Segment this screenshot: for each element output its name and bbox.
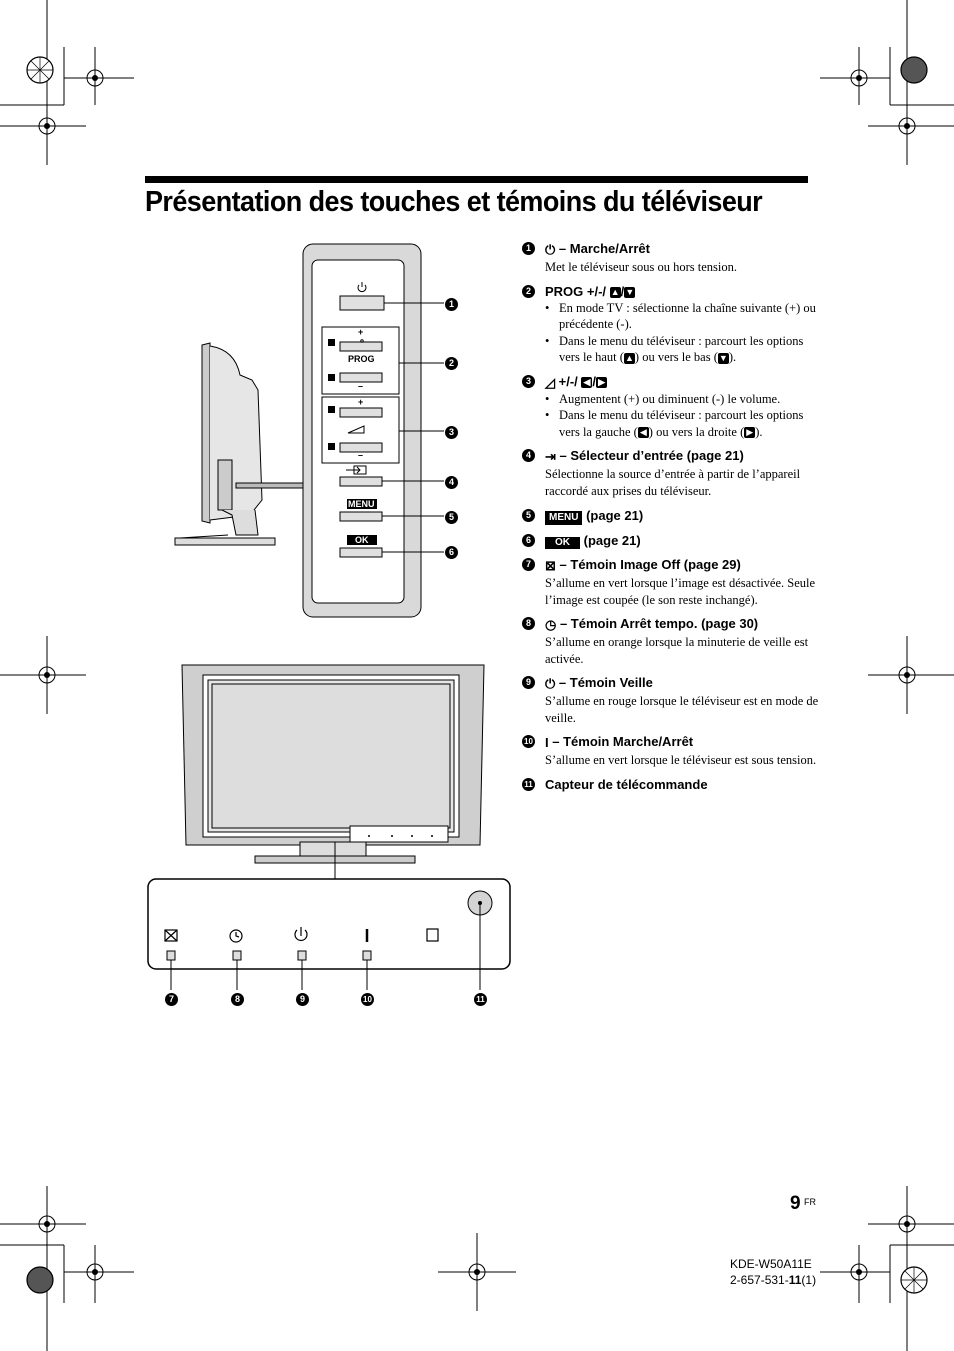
page-number: 9 (790, 1193, 801, 1214)
item-heading: Capteur de télécommande (545, 776, 708, 792)
list-item-1 (522, 240, 822, 276)
item-number: 10 (522, 735, 535, 748)
item-heading: (page 21) (583, 533, 641, 549)
document-code (730, 1272, 816, 1288)
item-description: S’allume en rouge lorsque le téléviseur est en mode de veille. (545, 694, 819, 725)
bullet-text: ). (728, 350, 737, 365)
ok-badge: OK (545, 537, 580, 549)
item-number: 8 (522, 617, 535, 630)
callout-5: 5 (445, 511, 458, 524)
bullet: • En mode TV : sélectionne la chaîne suivante (+) ou précédente (-). (522, 300, 822, 333)
arrow-left-icon: ◀ (638, 427, 649, 438)
item-number: 11 (522, 778, 535, 791)
callout-3: 3 (445, 426, 458, 439)
list-item-11 (522, 776, 822, 793)
list-item-4 (522, 447, 822, 499)
callout-10: 10 (361, 993, 374, 1006)
item-number: 3 (522, 375, 535, 388)
tv-front-illustration (140, 660, 520, 990)
list-item-6 (522, 532, 822, 549)
input-select-icon: ⇥ (545, 449, 556, 465)
list-item-7 (522, 556, 822, 608)
bullet (522, 333, 822, 366)
standby-icon: ⏻ (545, 676, 556, 692)
bullet-text: ). (755, 424, 763, 439)
list-item-5 (522, 507, 822, 525)
arrow-right-icon: ▶ (744, 427, 755, 438)
menu-badge: MENU (545, 511, 582, 525)
item-number: 6 (522, 534, 535, 547)
item-description: S’allume en vert lorsque l’image est désactivée. Seule l’image est coupée (le son reste inchangé). (545, 576, 816, 607)
arrow-right-icon: ▶ (596, 377, 607, 388)
list-item-9 (522, 674, 822, 726)
callout-11: 11 (474, 993, 487, 1006)
item-heading: (page 21) (586, 508, 644, 524)
code-prefix: 2-657-531- (730, 1273, 789, 1287)
language-code: FR (804, 1197, 816, 1207)
panel-plus-vol: + (358, 397, 364, 407)
callout-7: 7 (165, 993, 178, 1006)
arrow-left-icon: ◀ (581, 377, 592, 388)
item-number: 5 (522, 509, 535, 522)
item-heading: – Sélecteur d’entrée (page 21) (559, 448, 744, 464)
item-number: 7 (522, 558, 535, 571)
bullet: • Augmentent (+) ou diminuent (-) le volume. (522, 391, 822, 408)
item-description: S’allume en orange lorsque la minuterie de veille est activée. (545, 635, 809, 666)
item-number: 4 (522, 449, 535, 462)
item-description: Met le téléviseur sous ou hors tension. (545, 260, 737, 275)
title-rule (145, 176, 808, 183)
panel-prog-label: PROG (348, 354, 375, 364)
bullet (522, 407, 822, 440)
item-number: 9 (522, 676, 535, 689)
power-icon: ⏻ (545, 242, 556, 258)
item-heading: PROG +/-/ (545, 283, 607, 299)
panel-menu-label: MENU (348, 499, 375, 509)
model-info (730, 1256, 816, 1288)
item-heading: – Marche/Arrêt (558, 241, 650, 256)
page-title: Présentation des touches et témoins du téléviseur (145, 186, 763, 218)
item-heading: – Témoin Marche/Arrêt (552, 734, 694, 750)
picture-off-icon: ⊠ (545, 558, 556, 574)
list-item-2: 2 PROG +/-/ ▲/▼ • En mode TV : sélectionne la chaîne suivante (+) ou précédente (-). • Dans le menu du téléviseur : parcourt les options vers le haut (▲) ou vers le bas (▼). (522, 283, 822, 366)
panel-minus-prog: – (358, 381, 364, 391)
arrow-down-icon: ▼ (718, 352, 728, 363)
callout-9: 9 (296, 993, 309, 1006)
item-number: 2 (522, 285, 535, 298)
volume-icon: ◿ (545, 374, 555, 390)
arrow-up-icon: ▲ (624, 352, 634, 363)
callout-6: 6 (445, 546, 458, 559)
bullet-text: ) ou vers le bas ( (634, 350, 718, 365)
list-item-8 (522, 615, 822, 667)
item-heading: – Témoin Arrêt tempo. (page 30) (559, 616, 759, 632)
item-heading: – Témoin Veille (558, 675, 653, 691)
code-bold: 11 (788, 1273, 802, 1287)
callout-8: 8 (231, 993, 244, 1006)
bullet-text: Dans le menu du téléviseur : parcourt les options vers la gauche ( (559, 408, 804, 439)
callout-4: 4 (445, 476, 458, 489)
bullet-text: Dans le menu du téléviseur : parcourt les options vers le haut ( (559, 333, 804, 365)
controls-list (522, 240, 822, 793)
item-number: 1 (522, 242, 535, 255)
arrow-down-icon: ▼ (625, 286, 635, 297)
panel-ok-label: OK (355, 535, 369, 545)
item-description: Sélectionne la source d’entrée à partir de l’appareil raccordé aux prises du téléviseur. (545, 467, 801, 498)
power-on-icon: I (545, 735, 549, 751)
list-item-10 (522, 733, 822, 769)
model-number: KDE-W50A11E (730, 1257, 812, 1271)
callout-1: 1 (445, 298, 458, 311)
panel-minus-vol: – (358, 450, 364, 460)
bullet-text: ) ou vers la droite ( (648, 424, 745, 439)
list-item-3: 3 ◿ +/-/ ◀ / ▶ • Augmentent (+) ou diminuent (-) le volume. • Dans le menu du téléviseur : parcourt les options vers la gauche ( ◀ ) ou vers la droite ( ▶ ). (522, 373, 822, 441)
item-description: S’allume en vert lorsque le téléviseur est sous tension. (545, 753, 817, 768)
panel-plus-prog: + (358, 327, 364, 337)
tv-control-panel-illustration (140, 240, 520, 640)
arrow-up-icon: ▲ (610, 286, 620, 297)
code-suffix: (1) (801, 1273, 817, 1287)
callout-2: 2 (445, 357, 458, 370)
item-heading: – Témoin Image Off (page 29) (559, 557, 741, 573)
item-heading: +/-/ (558, 373, 578, 389)
sleep-timer-icon: ◷ (545, 617, 557, 633)
